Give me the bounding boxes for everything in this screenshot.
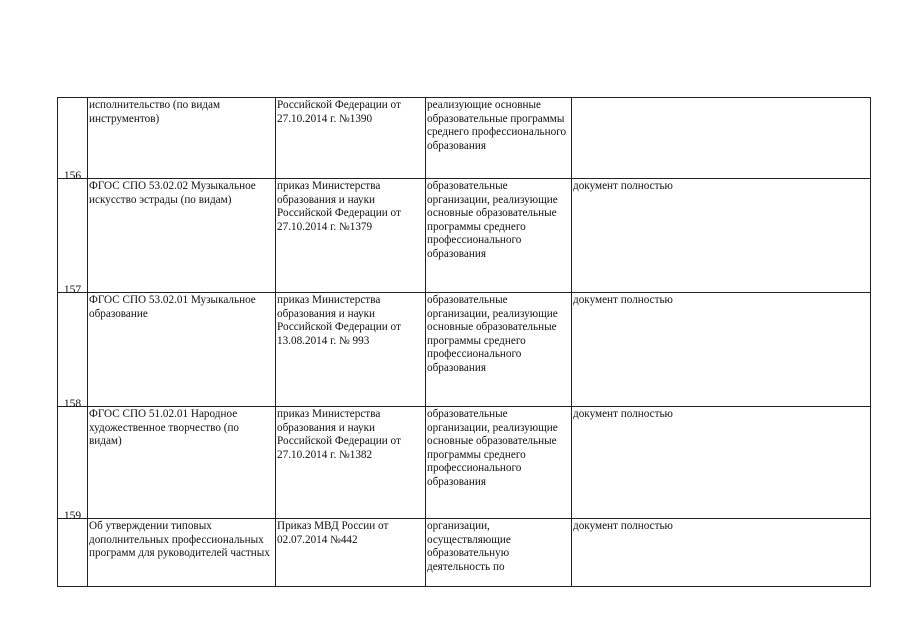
applies-to: образовательные организации, реализующие основные образовательные программы среднего профессионального образования: [426, 407, 572, 519]
applies-to: организации, осуществляющие образовательную деятельность по: [426, 519, 572, 587]
document-name: исполнительство (по видам инструментов): [88, 98, 276, 179]
applies-to: образовательные организации, реализующие основные образовательные программы среднего профессионального образования: [426, 179, 572, 293]
table-row: [58, 519, 871, 587]
extent-note: документ полностью: [572, 179, 871, 293]
extent-note: документ полностью: [572, 407, 871, 519]
row-number: 158: [58, 407, 88, 519]
row-number: [58, 98, 88, 179]
approving-act: приказ Министерства образования и науки Российской Федерации от 13.08.2014 г. № 993: [276, 293, 426, 407]
row-number: 156: [58, 179, 88, 293]
approving-act: приказ Министерства образования и науки Российской Федерации от 27.10.2014 г. №1382: [276, 407, 426, 519]
document-name: Об утверждении типовых дополнительных профессиональных программ для руководителей частных: [88, 519, 276, 587]
applies-to: образовательные организации, реализующие основные образовательные программы среднего профессионального образования: [426, 293, 572, 407]
extent-note: [572, 98, 871, 179]
row-number: 157: [58, 293, 88, 407]
table-row: [58, 293, 871, 407]
document-name: ФГОС СПО 51.02.01 Народное художественное творчество (по видам): [88, 407, 276, 519]
document-name: ФГОС СПО 53.02.01 Музыкальное образование: [88, 293, 276, 407]
extent-note: документ полностью: [572, 519, 871, 587]
document-name: ФГОС СПО 53.02.02 Музыкальное искусство эстрады (по видам): [88, 179, 276, 293]
table-row: [58, 407, 871, 519]
table-row: [58, 179, 871, 293]
approving-act: Приказ МВД России от 02.07.2014 №442: [276, 519, 426, 587]
document-table: [57, 97, 871, 587]
approving-act: приказ Министерства образования и науки Российской Федерации от 27.10.2014 г. №1379: [276, 179, 426, 293]
extent-note: документ полностью: [572, 293, 871, 407]
row-number: 159: [58, 519, 88, 587]
table-row: [58, 98, 871, 179]
approving-act: Российской Федерации от 27.10.2014 г. №1390: [276, 98, 426, 179]
applies-to: реализующие основные образовательные программы среднего профессионального образования: [426, 98, 572, 179]
